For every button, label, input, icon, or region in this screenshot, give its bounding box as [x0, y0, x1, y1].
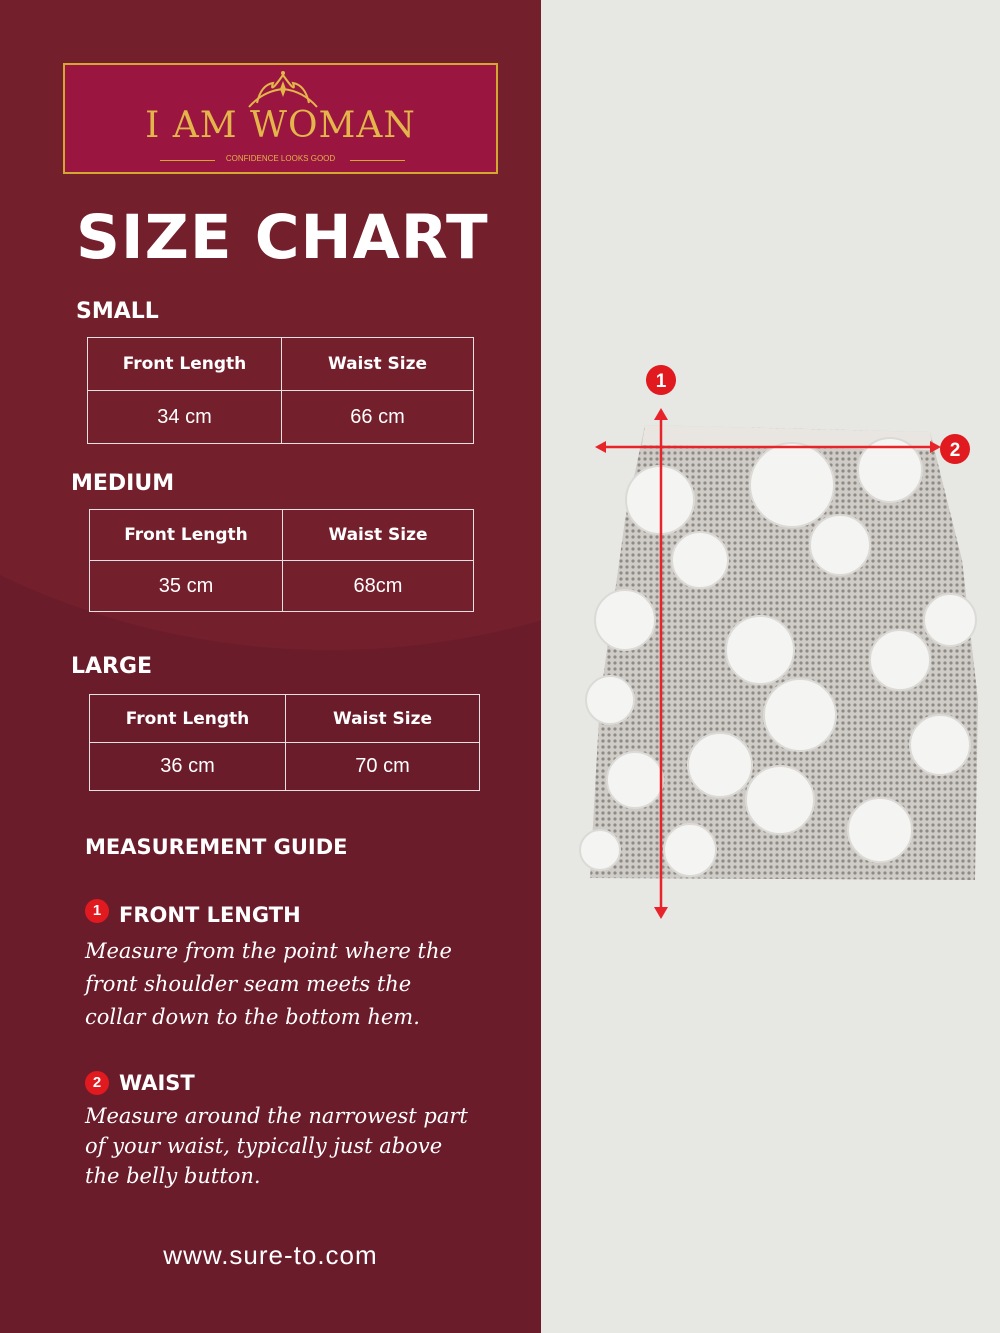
marker-1 — [646, 365, 676, 395]
size-label-large: LARGE — [71, 654, 153, 679]
marker-1-label: 1 — [655, 371, 667, 392]
front-length-value: 36 cm — [90, 743, 286, 791]
brand-tagline: CONFIDENCE LOOKS GOOD — [225, 154, 336, 163]
front-length-value: 34 cm — [88, 391, 282, 444]
brand-name: I AM WOMAN — [145, 105, 416, 146]
table-header: Front Length — [88, 338, 282, 391]
guide-title: MEASUREMENT GUIDE — [85, 835, 348, 859]
guide-heading-waist: WAIST — [119, 1071, 195, 1095]
table-header: Front Length — [90, 695, 286, 743]
size-table-large — [89, 694, 480, 791]
guide-line: front shoulder seam meets the — [85, 972, 412, 996]
skirt-illustration — [541, 0, 1000, 1333]
marker-2-label: 2 — [949, 440, 961, 461]
guide-line: the belly button. — [85, 1164, 261, 1188]
table-header: Waist Size — [286, 695, 480, 743]
waist-size-value: 70 cm — [286, 743, 480, 791]
waist-size-value: 68cm — [283, 561, 474, 612]
number-badge-2: 2 — [85, 1071, 109, 1095]
size-label-medium: MEDIUM — [71, 471, 175, 496]
guide-line: of your waist, typically just above — [85, 1134, 443, 1158]
guide-text-front-length — [85, 935, 505, 1034]
marker-2 — [940, 434, 970, 464]
guide-line: Measure from the point where the — [85, 939, 452, 963]
size-table-small — [87, 337, 474, 444]
table-header: Waist Size — [283, 510, 474, 561]
website-url: www.sure-to.com — [163, 1240, 378, 1270]
guide-line: Measure around the narrowest part — [85, 1104, 468, 1128]
size-label-small: SMALL — [76, 299, 159, 324]
skirt-image — [580, 425, 978, 880]
size-table-medium — [89, 509, 474, 612]
page-title: SIZE CHART — [76, 202, 489, 273]
waist-size-value: 66 cm — [282, 391, 474, 444]
table-header: Front Length — [90, 510, 283, 561]
number-badge-1: 1 — [85, 899, 109, 923]
guide-line: collar down to the bottom hem. — [85, 1005, 420, 1029]
guide-heading-front-length: FRONT LENGTH — [119, 903, 301, 927]
tagline-rule-right — [350, 160, 405, 161]
table-header: Waist Size — [282, 338, 474, 391]
brand-logo — [63, 63, 498, 174]
front-length-value: 35 cm — [90, 561, 283, 612]
guide-text-waist — [85, 1101, 505, 1191]
